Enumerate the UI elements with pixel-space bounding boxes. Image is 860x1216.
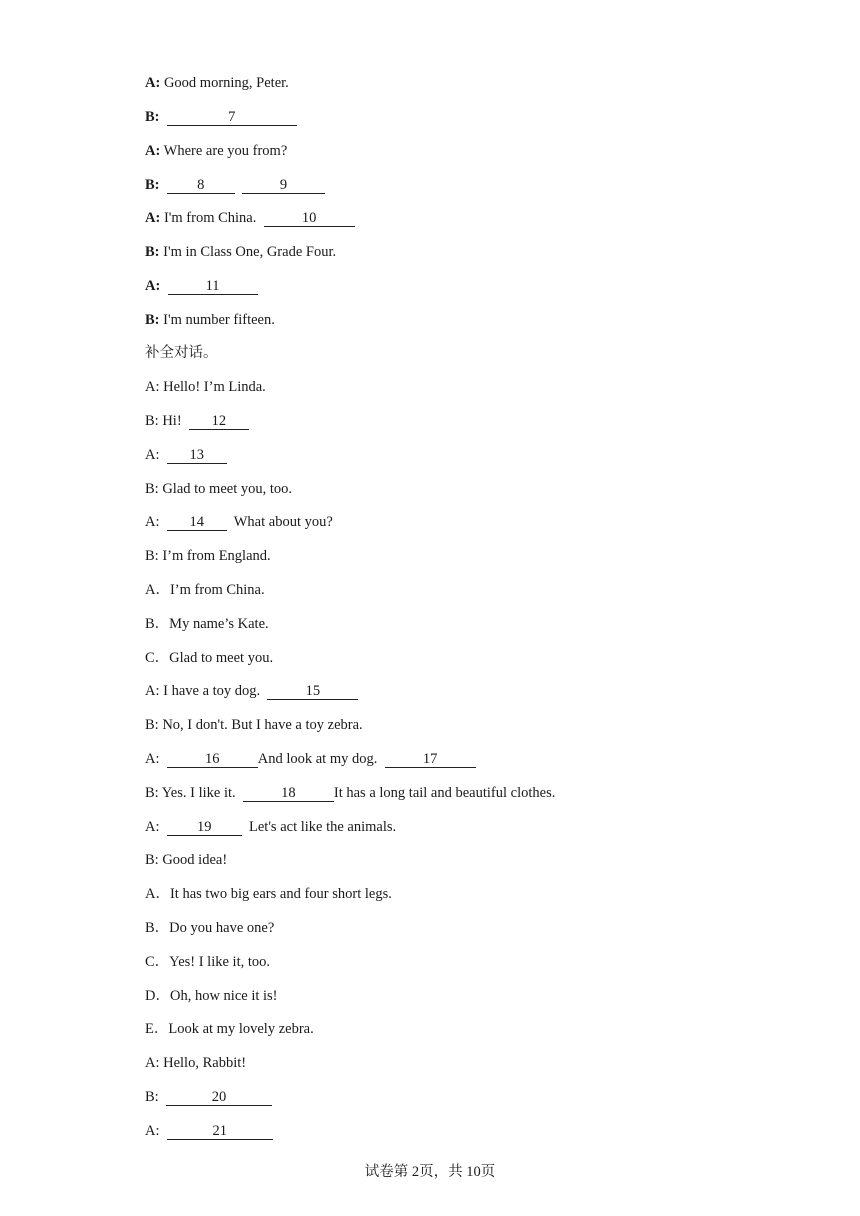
option-item: A．It has two big ears and four short legs. <box>145 886 392 902</box>
option-item: E．Look at my lovely zebra. <box>145 1021 314 1037</box>
dialogue-line <box>145 749 476 769</box>
line-text: B: Yes. I like it. <box>145 785 243 801</box>
line-text: I'm from China. <box>160 210 260 226</box>
option-item: C．Yes! I like it, too. <box>145 954 271 970</box>
option-item: D．Oh, how nice it is! <box>145 988 278 1004</box>
dialogue-line: B: Good idea! <box>145 852 228 868</box>
dialogue-line: A: Hello, Rabbit! <box>145 1055 247 1071</box>
dialogue-line <box>145 783 555 803</box>
dialogue-line <box>145 512 333 532</box>
line-text: Where are you from? <box>160 143 288 159</box>
dialogue-line <box>145 107 297 127</box>
line-text: A: I have a toy dog. <box>145 683 268 699</box>
dialogue-line: B: No, I don't. But I have a toy zebra. <box>145 717 363 733</box>
answer-blank: 11 <box>168 279 258 295</box>
answer-blank: 8 <box>167 178 235 194</box>
option-item: B．Do you have one? <box>145 920 275 936</box>
dialogue-line <box>145 817 396 837</box>
line-text: B: Hi! <box>145 413 189 429</box>
dialogue-line <box>145 73 289 93</box>
dialogue-line <box>145 141 287 161</box>
answer-blank: 20 <box>166 1090 272 1106</box>
answer-blank: 10 <box>264 211 355 227</box>
speaker-label: A: <box>145 278 161 294</box>
line-text: A: <box>145 751 167 767</box>
dialogue-line: A: Hello! I’m Linda. <box>145 379 266 395</box>
answer-blank: 16 <box>167 752 258 768</box>
line-text: It has a long tail and beautiful clothes. <box>333 785 556 801</box>
line-text: Good morning, Peter. <box>160 75 289 91</box>
line-text: B: <box>145 1089 166 1105</box>
answer-blank: 18 <box>243 786 334 802</box>
answer-blank: 17 <box>385 752 476 768</box>
line-text: Let's act like the animals. <box>241 819 397 835</box>
line-text: A: <box>145 1123 167 1139</box>
line-text: I'm number fifteen. <box>159 312 275 328</box>
line-text: A: <box>145 819 167 835</box>
section-instruction: 补全对话。 <box>145 345 218 361</box>
dialogue-line <box>145 411 249 431</box>
dialogue-line: B: Glad to meet you, too. <box>145 481 292 497</box>
speaker-label: B: <box>145 312 160 328</box>
speaker-label: B: <box>145 244 160 260</box>
line-text: I'm in Class One, Grade Four. <box>159 244 337 260</box>
option-item: B．My name’s Kate. <box>145 616 269 632</box>
speaker-label: A: <box>145 75 161 91</box>
speaker-label: B: <box>145 109 160 125</box>
answer-blank: 13 <box>167 448 227 464</box>
dialogue-line: B: I’m from England. <box>145 548 271 564</box>
answer-blank: 9 <box>242 178 325 194</box>
answer-blank: 15 <box>267 684 358 700</box>
option-item: A．I’m from China. <box>145 582 265 598</box>
dialogue-line <box>145 242 336 262</box>
answer-blank: 12 <box>189 414 249 430</box>
dialogue-line <box>145 1087 272 1107</box>
dialogue-line <box>145 445 227 465</box>
answer-blank: 19 <box>167 820 242 836</box>
speaker-label: A: <box>145 143 161 159</box>
line-text: A: <box>145 514 167 530</box>
speaker-label: B: <box>145 177 160 193</box>
line-text: What about you? <box>226 514 333 530</box>
dialogue-line <box>145 276 258 296</box>
answer-blank: 7 <box>167 110 297 126</box>
line-text: And look at my dog. <box>257 751 385 767</box>
dialogue-line <box>145 208 355 228</box>
answer-blank: 21 <box>167 1124 273 1140</box>
page-footer: 试卷第 2页，共 10页 <box>364 1164 496 1180</box>
dialogue-line <box>145 175 325 195</box>
option-item: C．Glad to meet you. <box>145 650 274 666</box>
dialogue-line <box>145 681 358 701</box>
line-text: A: <box>145 447 167 463</box>
dialogue-line <box>145 310 275 330</box>
answer-blank: 14 <box>167 515 227 531</box>
speaker-label: A: <box>145 210 161 226</box>
dialogue-line <box>145 1121 273 1141</box>
